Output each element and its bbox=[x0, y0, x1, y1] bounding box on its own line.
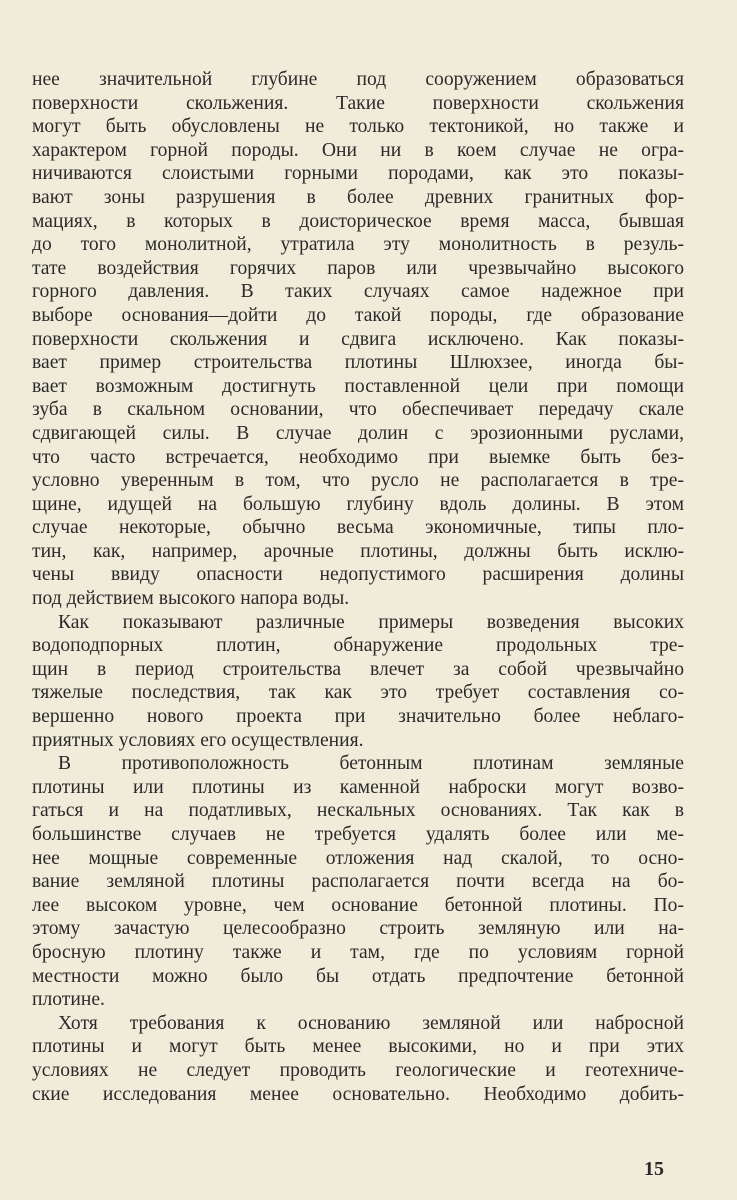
text-line: плотины и могут быть менее высокими, но и при этих bbox=[32, 1036, 684, 1058]
text-line: щин в период строительства влечет за собой чрезвычайно bbox=[32, 658, 684, 680]
text-line: гаться и на податливых, нескальных основаниях. Так как в bbox=[32, 800, 684, 822]
text-line: ские исследования менее основательно. Необходимо добить- bbox=[32, 1083, 684, 1105]
text-line: лее высоком уровне, чем основание бетонной плотины. По- bbox=[32, 894, 684, 916]
text-line: вание земляной плотины располагается почти всегда на бо- bbox=[32, 871, 684, 893]
text-line: сдвигающей силы. В случае долин с эрозионными руслами, bbox=[32, 422, 684, 444]
text-line: мациях, в которых в доисторическое время масса, бывшая bbox=[32, 210, 684, 232]
page-number: 15 bbox=[644, 1158, 664, 1180]
text-line: вершенно нового проекта при значительно более неблаго- bbox=[32, 706, 684, 728]
text-line: под действием высокого напора воды. bbox=[32, 588, 350, 610]
text-line: что часто встречается, необходимо при выемке быть без- bbox=[32, 446, 684, 468]
text-line: нее мощные современные отложения над скалой, то осно- bbox=[32, 847, 684, 869]
text-line: могут быть обусловлены не только тектоникой, но также и bbox=[32, 116, 684, 138]
text-line: большинстве случаев не требуется удалять более или ме- bbox=[32, 824, 684, 845]
text-line: поверхности скольжения и сдвига исключено. Как показы- bbox=[32, 328, 684, 350]
text-line: водоподпорных плотин, обнаружение продольных тре- bbox=[32, 635, 684, 657]
text-line: Как показывают различные примеры возведения высоких bbox=[58, 611, 684, 633]
text-line: вают зоны разрушения в более древних гранитных фор- bbox=[32, 186, 684, 208]
text-line: зуба в скальном основании, что обеспечивает передачу скале bbox=[32, 399, 684, 421]
text-line: тяжелые последствия, так как это требует составления со- bbox=[32, 682, 684, 704]
text-line: местности можно было бы отдать предпочтение бетонной bbox=[32, 965, 684, 987]
text-line: этому зачастую целесообразно строить земляную или на- bbox=[32, 918, 684, 940]
text-line: вает пример строительства плотины Шлюхзее, иногда бы- bbox=[32, 352, 684, 374]
text-line: приятных условиях его осуществления. bbox=[32, 729, 364, 751]
text-line: тате воздействия горячих паров или чрезвычайно высокого bbox=[32, 257, 684, 279]
text-line: выборе основания—дойти до такой породы, где образование bbox=[32, 304, 684, 326]
text-line: поверхности скольжения. Такие поверхности скольжения bbox=[32, 92, 684, 114]
text-line: В противоположность бетонным плотинам земляные bbox=[58, 753, 684, 775]
text-line: характером горной породы. Они ни в коем случае не огра- bbox=[32, 139, 684, 161]
text-line: нее значительной глубине под сооружением образоваться bbox=[32, 69, 684, 90]
text-line: щине, идущей на большую глубину вдоль долины. В этом bbox=[32, 493, 684, 515]
text-line: плотины или плотины из каменной наброски могут возво- bbox=[32, 776, 684, 798]
text-line: плотине. bbox=[32, 989, 105, 1011]
text-line: условиях не следует проводить геологические и геотехниче- bbox=[32, 1059, 684, 1081]
text-line: Хотя требования к основанию земляной или набросной bbox=[58, 1012, 684, 1034]
text-line: бросную плотину также и там, где по условиям горной bbox=[32, 941, 684, 963]
text-line: случае некоторые, обычно весьма экономичные, типы пло- bbox=[32, 517, 684, 539]
text-line: до того монолитной, утратила эту монолитность в резуль- bbox=[32, 234, 684, 256]
text-line: условно уверенным в том, что русло не располагается в тре- bbox=[32, 470, 684, 492]
text-line: тин, как, например, арочные плотины, должны быть исклю- bbox=[32, 540, 684, 562]
text-line: горного давления. В таких случаях самое надежное при bbox=[32, 281, 684, 303]
body-text bbox=[32, 68, 684, 1106]
text-line: ничиваются слоистыми горными породами, как это показы- bbox=[32, 163, 684, 185]
text-line: чены ввиду опасности недопустимого расширения долины bbox=[32, 564, 684, 586]
text-line: вает возможным достигнуть поставленной цели при помощи bbox=[32, 375, 684, 397]
